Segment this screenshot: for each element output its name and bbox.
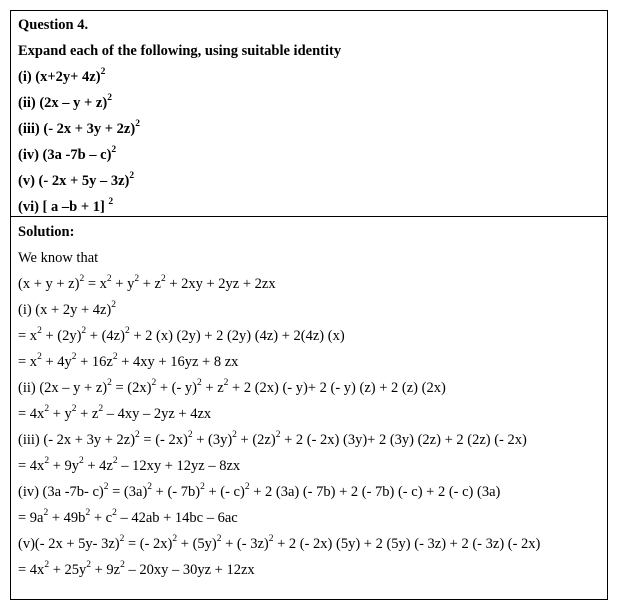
expression-text: + 16z xyxy=(76,354,113,370)
question-part xyxy=(18,194,603,220)
solution-line xyxy=(18,531,603,557)
exponent: 2 xyxy=(107,93,112,104)
exponent: 2 xyxy=(79,274,85,285)
expression-text: = x xyxy=(84,276,107,292)
exponent: 2 xyxy=(44,404,50,415)
expression-text: (i) (x + 2y + 4z) xyxy=(18,302,112,318)
expression-text: (v)(- 2x + 5y- 3z) xyxy=(18,536,120,552)
exponent: 2 xyxy=(135,430,140,441)
exponent: 2 xyxy=(200,482,205,493)
exponent: 2 xyxy=(85,508,91,519)
expression-text: + z xyxy=(139,276,161,292)
exponent: 2 xyxy=(134,274,140,285)
exponent: 2 xyxy=(37,326,42,337)
exponent: 2 xyxy=(124,326,130,337)
expression-text: = (- 2x) xyxy=(124,536,173,552)
exponent: 2 xyxy=(44,560,50,571)
solution-line xyxy=(18,479,603,505)
expression-text: (iv) (3a -7b – c) xyxy=(18,147,112,163)
exponent: 2 xyxy=(112,352,118,363)
solution-section xyxy=(18,219,603,583)
expression-text: + (4z) xyxy=(86,328,125,344)
expression-text: + (- 3z) xyxy=(221,536,269,552)
expression-text: – 12xy + 12yz – 8zx xyxy=(117,458,241,474)
exponent: 2 xyxy=(151,378,157,389)
exponent: 2 xyxy=(119,534,125,545)
exponent: 2 xyxy=(223,378,229,389)
expression-text: = 4x xyxy=(18,406,45,422)
exponent: 2 xyxy=(160,274,166,285)
expression-text: + y xyxy=(111,276,135,292)
expression-text: (v) (- 2x + 5y – 3z) xyxy=(18,173,130,189)
question-heading: Question 4. xyxy=(18,17,89,33)
expression-text: + (- c) xyxy=(204,484,245,500)
exponent: 2 xyxy=(37,352,42,363)
exponent: 2 xyxy=(232,430,237,441)
solution-line xyxy=(18,453,603,479)
solution-line xyxy=(18,375,603,401)
solution-line xyxy=(18,349,603,375)
expression-text: + (- 7b) xyxy=(152,484,201,500)
question-part xyxy=(18,64,603,90)
exponent: 2 xyxy=(147,482,153,493)
exponent: 2 xyxy=(98,404,104,415)
exponent: 2 xyxy=(172,534,178,545)
exponent: 2 xyxy=(244,482,250,493)
exponent: 2 xyxy=(79,456,84,467)
expression-text: + 9y xyxy=(49,458,79,474)
expression-text: + y xyxy=(49,406,72,422)
exponent: 2 xyxy=(103,482,109,493)
expression-text: + z xyxy=(201,380,224,396)
solution-steps xyxy=(18,245,603,583)
expression-text: + 2 (3a) (- 7b) + 2 (- 7b) (- c) + 2 (- c) (3a) xyxy=(249,484,501,500)
expression-text: = 9a xyxy=(18,510,44,526)
solution-line xyxy=(18,245,603,271)
expression-text: + (2y) xyxy=(41,328,82,344)
exponent: 2 xyxy=(187,430,193,441)
expression-text: + 49b xyxy=(48,510,86,526)
expression-text: – 4xy – 2yz + 4zx xyxy=(103,406,212,422)
expression-text: + 2xy + 2yz + 2zx xyxy=(165,276,276,292)
expression-text: + 2 (x) (2y) + 2 (2y) (4z) + 2(4z) (x) xyxy=(129,328,345,344)
expression-text: = 4x xyxy=(18,458,45,474)
expression-text: (vi) [ a –b + 1] xyxy=(18,199,109,215)
exponent: 2 xyxy=(216,534,222,545)
expression-text: = (2x) xyxy=(111,380,152,396)
solution-line xyxy=(18,557,603,583)
exponent: 2 xyxy=(112,456,118,467)
question-part xyxy=(18,168,603,194)
expression-text: (i) (x+2y+ 4z) xyxy=(18,69,101,85)
expression-text: (ii) (2x – y + z) xyxy=(18,380,108,396)
expression-text: = x xyxy=(18,328,38,344)
expression-text: = (3a) xyxy=(108,484,148,500)
exponent: 2 xyxy=(111,145,117,156)
solution-line xyxy=(18,297,603,323)
expression-text: = 4x xyxy=(18,562,45,578)
solution-line xyxy=(18,427,603,453)
exponent: 2 xyxy=(268,534,274,545)
expression-text: + 4y xyxy=(41,354,72,370)
expression-text: (x + y + z) xyxy=(18,276,80,292)
expression-text: (iii) (- 2x + 3y + 2z) xyxy=(18,432,136,448)
exponent: 2 xyxy=(112,508,117,519)
question-parts xyxy=(18,64,603,220)
solution-line xyxy=(18,271,603,297)
exponent: 2 xyxy=(120,560,125,571)
exponent: 2 xyxy=(86,560,91,571)
expression-text: + 2 (2x) (- y)+ 2 (- y) (z) + 2 (z) (2x) xyxy=(228,380,446,396)
exponent: 2 xyxy=(275,430,281,441)
expression-text: – 42ab + 14bc – 6ac xyxy=(116,510,238,526)
expression-text: + c xyxy=(90,510,113,526)
expression-text: – 20xy – 30yz + 12zx xyxy=(124,562,255,578)
expression-text: (iii) (- 2x + 3y + 2z) xyxy=(18,121,136,137)
expression-text: We know that xyxy=(18,250,99,266)
expression-text: (iv) (3a -7b- c) xyxy=(18,484,104,500)
exponent: 2 xyxy=(107,378,112,389)
exponent: 2 xyxy=(197,378,202,389)
exponent: 2 xyxy=(71,352,77,363)
expression-text: + 2 (- 2x) (5y) + 2 (5y) (- 3z) + 2 (- 3z) (- 2x) xyxy=(273,536,541,552)
exponent: 2 xyxy=(71,404,77,415)
expression-text: + z xyxy=(76,406,99,422)
exponent: 2 xyxy=(43,508,49,519)
exponent: 2 xyxy=(111,300,117,311)
expression-text: (ii) (2x – y + z) xyxy=(18,95,108,111)
expression-text: + 4z xyxy=(83,458,113,474)
question-instruction: Expand each of the following, using suitable identity xyxy=(18,43,342,59)
solution-line xyxy=(18,401,603,427)
expression-text: + (2z) xyxy=(236,432,276,448)
expression-text: + 9z xyxy=(91,562,121,578)
expression-text: + (3y) xyxy=(192,432,233,448)
question-part xyxy=(18,90,603,116)
solution-heading: Solution: xyxy=(18,224,75,240)
expression-text: + 4xy + 16yz + 8 zx xyxy=(117,354,239,370)
solution-line xyxy=(18,323,603,349)
exponent: 2 xyxy=(100,67,106,78)
exponent: 2 xyxy=(135,119,140,130)
solution-line xyxy=(18,505,603,531)
expression-text: = x xyxy=(18,354,38,370)
exponent: 2 xyxy=(129,171,135,182)
question-part xyxy=(18,142,603,168)
question-section xyxy=(18,12,603,220)
expression-text: + 25y xyxy=(49,562,87,578)
expression-text: + (5y) xyxy=(177,536,217,552)
expression-text: = (- 2x) xyxy=(139,432,188,448)
expression-text: + (- y) xyxy=(156,380,198,396)
question-part xyxy=(18,116,603,142)
exponent: 2 xyxy=(106,274,112,285)
exponent: 2 xyxy=(81,326,87,337)
expression-text: + 2 (- 2x) (3y)+ 2 (3y) (2z) + 2 (2z) (- 2x) xyxy=(280,432,527,448)
exponent: 2 xyxy=(44,456,50,467)
exponent: 2 xyxy=(108,197,114,208)
